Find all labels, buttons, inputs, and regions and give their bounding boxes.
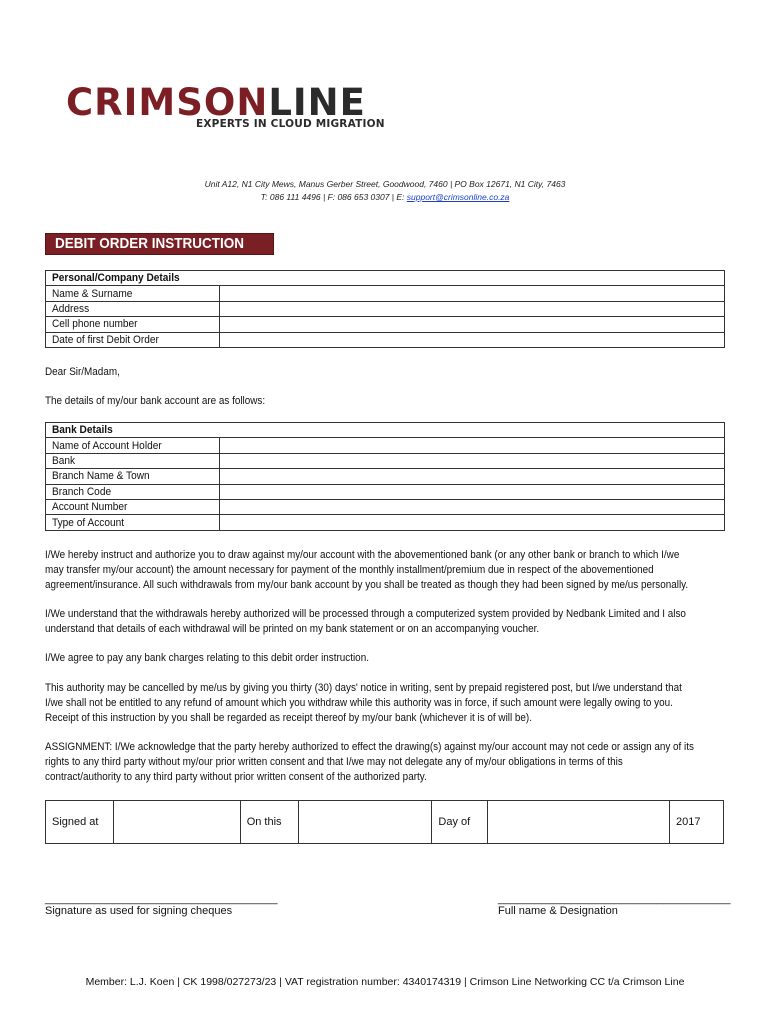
branch-name-input[interactable] xyxy=(219,469,724,484)
signature-line-right[interactable]: ______________________________________ xyxy=(498,893,731,905)
field-label: Branch Code xyxy=(46,484,220,499)
company-logo xyxy=(66,81,411,134)
bank-charges-paragraph: I/We agree to pay any bank charges relating to this debit order instruction. xyxy=(45,652,369,664)
signed-at-label: Signed at xyxy=(46,801,114,844)
personal-details-table xyxy=(45,270,725,348)
field-label: Branch Name & Town xyxy=(46,469,220,484)
form-title: DEBIT ORDER INSTRUCTION xyxy=(55,235,244,252)
address-input[interactable] xyxy=(219,301,724,316)
signed-at-input[interactable] xyxy=(113,801,240,844)
logo-wordmark xyxy=(66,81,366,124)
email-link[interactable]: support@crimsonline.co.za xyxy=(406,192,510,202)
on-this-input[interactable] xyxy=(298,801,432,844)
field-label: Cell phone number xyxy=(46,317,220,332)
bank-intro: The details of my/our bank account are as follows: xyxy=(45,395,266,407)
bank-details-heading: Bank Details xyxy=(46,423,725,438)
authorization-paragraph: I/We hereby instruct and authorize you to draw against my/our account with the abovementioned bank (or any other bank or branch to which I/we may transfer my/our account) the amount necessary for payment of the monthly installment/premium due in respect of the abovementioned agreement/insurance. All such withdrawals from my/our bank account by you shall be treated as though they had been signed by me/us personally. xyxy=(45,549,689,591)
field-label: Address xyxy=(46,301,220,316)
personal-details-heading: Personal/Company Details xyxy=(46,271,725,286)
field-label: Bank xyxy=(46,453,220,468)
assignment-paragraph: ASSIGNMENT: I/We acknowledge that the party hereby authorized to effect the drawing(s) against my/our account may not cede or assign any of its rights to any third party without my/our prior written consent and that I/we may not delegate any of my/our obligations in terms of this contract/authority to any third party without prior written consent of the authorized party. xyxy=(45,741,694,783)
year-value: 2017 xyxy=(669,801,723,844)
logo-tagline: EXPERTS IN CLOUD MIGRATION xyxy=(196,118,385,130)
greeting: Dear Sir/Madam, xyxy=(45,366,120,378)
field-label: Name of Account Holder xyxy=(46,438,220,453)
bank-input[interactable] xyxy=(219,453,724,468)
signature-label: Signature as used for signing cheques xyxy=(45,905,233,917)
contact-numbers: T: 086 111 4496 | F: 086 653 0307 | E: xyxy=(260,192,407,202)
cell-phone-input[interactable] xyxy=(219,317,724,332)
account-number-input[interactable] xyxy=(219,499,724,514)
address-line-1: Unit A12, N1 City Mews, Manus Gerber Street, Goodwood, 7460 | PO Box 12671, N1 City, 7463 xyxy=(204,179,566,189)
field-label: Type of Account xyxy=(46,515,220,530)
day-of-input[interactable] xyxy=(488,801,670,844)
branch-code-input[interactable] xyxy=(219,484,724,499)
page-footer: Member: L.J. Koen | CK 1998/027273/23 | VAT registration number: 4340174319 | Crimson Line Networking CC t/a Crimson Line xyxy=(85,976,685,988)
bank-details-table xyxy=(45,422,725,531)
logo-wordmark-dark: LINE xyxy=(268,81,366,124)
name-surname-input[interactable] xyxy=(219,286,724,301)
full-name-designation-label: Full name & Designation xyxy=(498,905,618,917)
on-this-label: On this xyxy=(240,801,298,844)
day-of-label: Day of xyxy=(432,801,488,844)
first-debit-date-input[interactable] xyxy=(219,332,724,347)
account-holder-input[interactable] xyxy=(219,438,724,453)
signing-details-table xyxy=(45,800,724,844)
field-label: Date of first Debit Order xyxy=(46,332,220,347)
logo-wordmark-red: CRIMSON xyxy=(66,81,269,124)
cancellation-paragraph: This authority may be cancelled by me/us by giving you thirty (30) days' notice in writing, sent by prepaid registered post, but I/we understand that I/we shall not be entitled to any refund of amount which you withdraw while this authority was in force, if such amount were legally owing to you. Receipt of this instruction by you shall be regarded as receipt thereof by my/our bank (whichever it is of will be). xyxy=(45,682,682,724)
field-label: Name & Surname xyxy=(46,286,220,301)
processing-paragraph: I/We understand that the withdrawals hereby authorized will be processed through a computerized system provided by Nedbank Limited and I also understand that details of each withdrawal will be printed on my bank statement or on an accompanying voucher. xyxy=(45,608,686,635)
account-type-input[interactable] xyxy=(219,515,724,530)
form-title-banner xyxy=(45,233,274,255)
field-label: Account Number xyxy=(46,499,220,514)
address-line-2 xyxy=(0,192,770,202)
signature-line-left[interactable]: ______________________________________ xyxy=(45,893,278,905)
